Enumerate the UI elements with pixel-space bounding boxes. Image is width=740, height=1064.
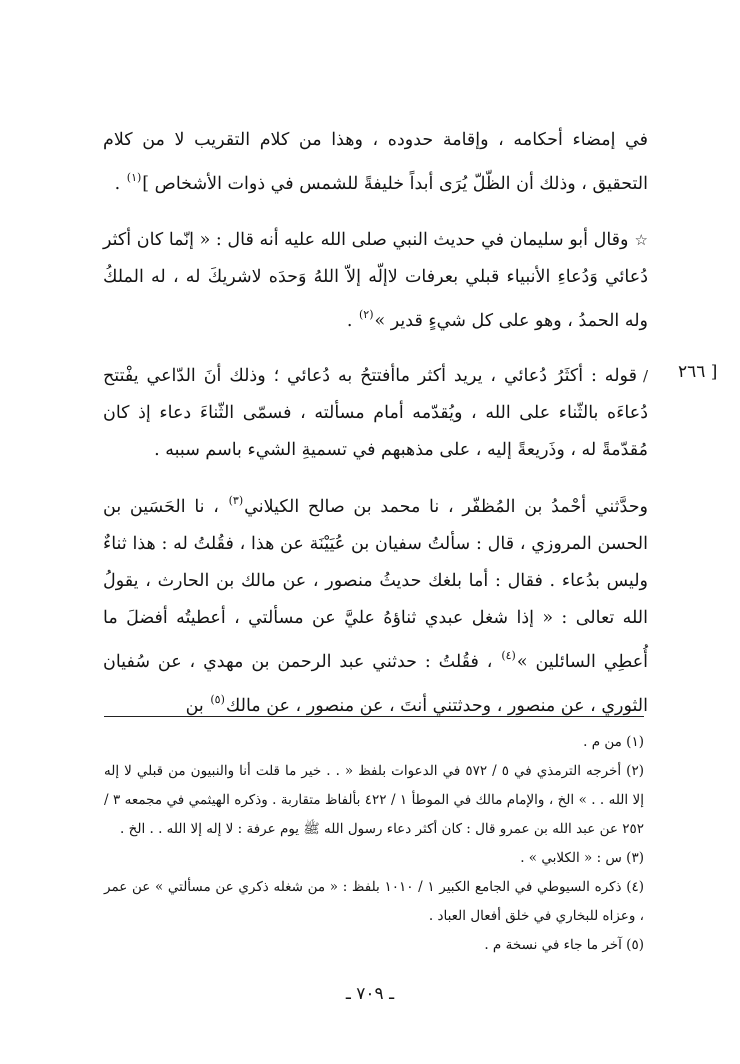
page-number: ـ ٧٠٩ ـ — [345, 984, 395, 1004]
footnote-1: (١) من م . — [583, 734, 644, 750]
paragraph-1 — [103, 122, 648, 203]
paragraph-4-text-b: ، نا الحَسَين بن الحسن المروزي ، قال : سألتُ سفيان بن عُيَيْنَة عن هذا ، فقُلتُ له : هذا ثناءٌ وليس بدُعاء . فقال : أما بلغك حديثُ منصور ، عن مالك بن الحارث ، يقولُ الله تعالى : « إذا شغل عبدي ثناؤهُ عليَّ عن مسألتي ، أعطيتُه أفضلَ ما أُعطِي السائلين » — [103, 497, 649, 672]
paragraph-1-end: . — [114, 174, 126, 194]
paragraph-2-text: وقال أبو سليمان في حديث النبي صلى الله عليه أنه قال : « إنّما كان أكثر دُعائي وَدُعاءِ الأنبياء قبلي بعرفات لاإلّه إلاّ اللهُ وَحدَه لاشريكَ له ، له الملكُ وله الحمدُ ، وهو على كل شيءٍ قدير » — [103, 230, 648, 331]
page-break-marker: / — [642, 367, 648, 385]
footnote-ref-4[interactable]: (٤) — [501, 649, 516, 662]
paragraph-3-text: قوله : أكثَرُ دُعائي ، يريد أكثر ماأفتتحُ به دُعائي ؛ وذلك أنَ الدّاعي يفْتتح دُعاءَه بالثّناء على الله ، ويُقدّمه أمام مسألته ، فسمّى الثّناءَ دعاء إذ كان مُقدّمةً له ، وذَريعةً إليه ، على مذهبهم في تسميةِ الشيء باسم سببه . — [103, 366, 648, 460]
footnote-ref-1[interactable]: (١) — [126, 171, 142, 184]
footnote-5: (٥) آخر ما جاء في نسخة م . — [484, 937, 644, 953]
footnote-ref-2[interactable]: (٢) — [358, 308, 374, 321]
footnote-4: (٤) ذكره السيوطي في الجامع الكبير ١ / ١٠١٠ بلفظ : « من شغله ذكري عن مسألتي » عن عمر ، وعزاه للبخاري في خلق أفعال العباد . — [104, 879, 645, 924]
paragraph-4-text-d: بن — [185, 696, 210, 716]
star-icon: ☆ — [634, 231, 649, 249]
margin-page-marker: [ ٢٦٦ — [678, 362, 718, 382]
footnote-2: (٢) أخرجه الترمذي في ٥ / ٥٧٢ في الدعوات بلفظ « . . خير ما قلت أنا والنبيون من قبلي لا إله إلا الله . . » الخ ، والإمام مالك في الموطأ ١ / ٤٢٢ بألفاظ متقاربة . وذكره الهيثمي في مجمعه ٣ / ٢٥٢ عن عبد الله بن عمرو قال : كان أكثر دعاء رسول الله ﷺ يوم عرفة : لا إله إلا الله . . الخ . — [104, 763, 644, 837]
paragraph-1-text: في إمضاء أحكامه ، وإقامة حدوده ، وهذا من كلام التقريب لا من كلام التحقيق ، وذلك أن الظّلّ يُرَى أبداً خليفةً للشمس في ذوات الأشخاص ] — [103, 130, 648, 194]
paragraph-2 — [103, 222, 648, 340]
paragraph-4 — [103, 482, 648, 725]
paragraph-4-text-a: وحدَّثني أحْمدُ بن المُظفّر ، نا محمد بن صالح الكيلاني — [244, 497, 649, 517]
paragraph-2-end: . — [346, 311, 358, 331]
footnote-3: (٣) س : « الكلابي » . — [520, 850, 644, 866]
paragraph-3 — [103, 358, 648, 469]
footnote-ref-5[interactable]: (٥) — [210, 693, 225, 706]
paragraph-4-text-c: ، فقُلتُ : حدثني عبد الرحمن بن مهدي ، عن سُفيان الثوري ، عن منصور ، وحدثتني أنتَ ، عن منصور ، عن مالك — [103, 652, 648, 716]
footnote-ref-3[interactable]: (٣) — [228, 494, 244, 507]
footnotes — [104, 728, 644, 960]
footnote-divider — [104, 716, 644, 717]
